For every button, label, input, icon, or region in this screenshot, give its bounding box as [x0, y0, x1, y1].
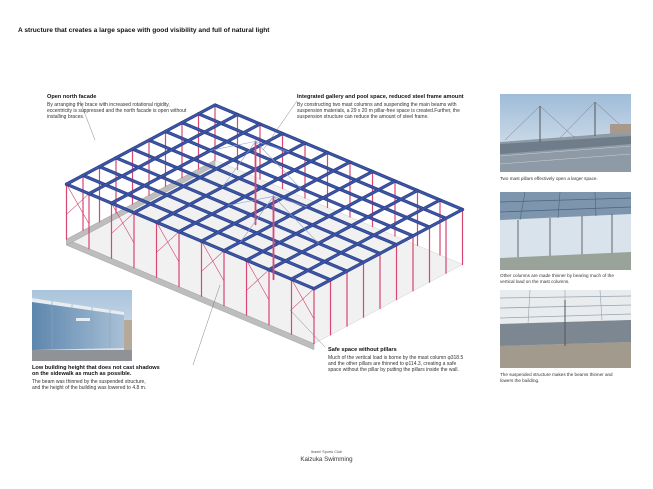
note-line: and the height of the building was lowered to 4.8 m. — [32, 384, 147, 391]
footer-client: Ibashi Sports Club — [310, 450, 343, 454]
note-line: space without the pillar by putting the pillars inside the wall. — [328, 367, 459, 374]
note-line: eccentricity is suppressed and the north facade is open without — [47, 107, 187, 114]
caption-line: Other columns are made thinner by bearing much of the — [500, 273, 614, 278]
note-title: Open north facade — [47, 94, 97, 100]
photo-thin-columns — [500, 192, 631, 270]
note-title-line: Low building height that does not cast shadows — [32, 365, 160, 371]
note-line: Much of the vertical load is borne by the mast column φ318.5 — [328, 354, 464, 361]
note-line: By constructing two mast columns and suspending the main beams with — [297, 101, 457, 108]
note-line: installing braces. — [47, 114, 85, 121]
note-title-line: on the sidewalk as much as possible. — [32, 371, 132, 377]
note-line: suspension structure can reduce the amount of steel frame. — [297, 114, 429, 121]
note-gallery-pool — [297, 94, 497, 121]
page-title: A structure that creates a large space with good visibility and full of natural light — [18, 27, 270, 34]
caption-line: The suspended structure makes the beams thinner and — [500, 372, 613, 377]
note-title: Integrated gallery and pool space, reduced steel frame amount — [297, 94, 464, 100]
brace — [67, 194, 90, 215]
photo-mast-pillars — [500, 94, 631, 172]
note-title: Safe space without pillars — [328, 347, 397, 353]
note-line: and the other pillars are thinned to φ114.3, creating a safe — [328, 360, 457, 367]
photo-suspended-structure — [500, 290, 631, 368]
note-line: suspension materials, a 29 x 20 m pillar-free space is created.Further, the — [297, 107, 460, 114]
note-line: By arranging the brace with increased rotational rigidity, — [47, 101, 170, 108]
note-safe-space — [328, 347, 493, 374]
photo-building-facade — [32, 290, 132, 361]
note-north-facade — [47, 94, 237, 121]
photo-caption: Two mast pillars effectively open a larger space. — [500, 176, 598, 181]
photo-caption — [500, 273, 640, 285]
note-line: The beam was thinned by the suspended structure, — [32, 378, 146, 385]
note-low-building — [32, 365, 192, 391]
leader-line — [263, 101, 297, 150]
caption-line: vertical load on the mast columns. — [500, 279, 570, 284]
footer-project: Kaizuka Swimming — [300, 456, 353, 463]
photo-caption — [500, 372, 640, 384]
caption-line: lowers the building. — [500, 378, 540, 383]
